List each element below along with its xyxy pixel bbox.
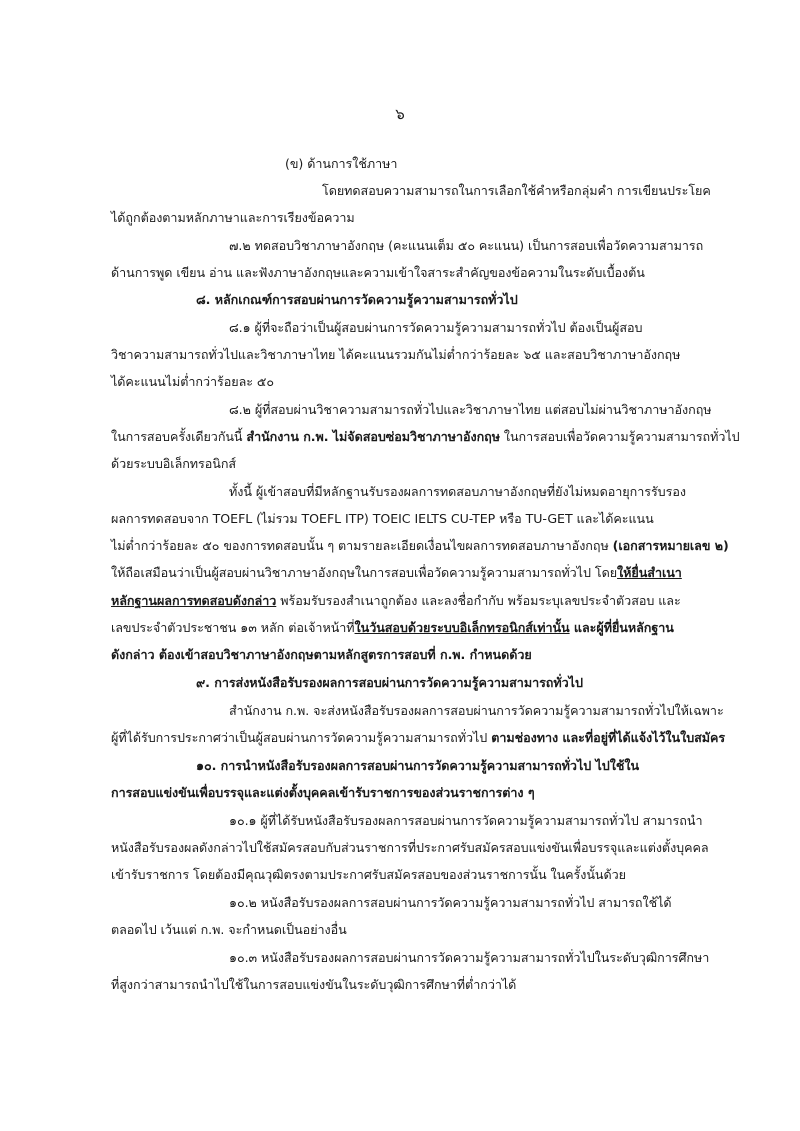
section-8-2-line-2c: ในการสอบเพื่อวัดความรู้ความสามารถทั่วไป <box>499 429 740 444</box>
section-khor-line-1: โดยทดสอบความสามารถในการเลือกใช้คำหรือกลุ่มคำ การเขียนประโยค <box>322 183 711 198</box>
section-khor-heading: (ข) ด้านการใช้ภาษา <box>285 156 398 171</box>
section-8-2-line-2a: ในการสอบครั้งเดียวกันนี้ <box>111 429 247 444</box>
section-8-note-line-5 <box>111 591 681 611</box>
section-8-note-line-1: ทั้งนี้ ผู้เข้าสอบที่มีหลักฐานรับรองผลการทดสอบภาษาอังกฤษที่ยังไม่หมดอายุการรับรอง <box>229 484 686 499</box>
delivery-channel-emphasis: ตามช่องทาง และที่อยู่ที่ได้แจ้งไว้ในใบสมัคร <box>491 730 726 745</box>
section-8-1-line-3: ได้คะแนนไม่ต่ำกว่าร้อยละ ๕๐ <box>111 374 275 389</box>
section-8-2-line-3: ด้วยระบบอิเล็กทรอนิกส์ <box>111 456 237 471</box>
document-number-ref: (เอกสารหมายเลข ๒) <box>612 538 729 553</box>
section-10-1-line-2: หนังสือรับรองผลดังกล่าวไปใช้สมัครสอบกับส่วนราชการที่ประกาศรับสมัครสอบแข่งขันเพื่อบรรจุและแต่งตั้งบุคคล <box>111 840 709 855</box>
section-10-heading-2: การสอบแข่งขันเพื่อบรรจุและแต่งตั้งบุคคลเข้ารับราชการของส่วนราชการต่าง ๆ <box>111 785 535 800</box>
section-10-heading-1: ๑๐. การนำหนังสือรับรองผลการสอบผ่านการวัดความรู้ความสามารถทั่วไป ไปใช้ใน <box>196 758 640 773</box>
section-10-3-line-1: ๑๐.๓ หนังสือรับรองผลการสอบผ่านการวัดความรู้ความสามารถทั่วไปในระดับวุฒิการศึกษา <box>229 950 710 965</box>
section-10-2-line-2: ตลอดไป เว้นแต่ ก.พ. จะกำหนดเป็นอย่างอื่น <box>111 922 347 937</box>
section-8-note-line-6a: เลขประจำตัวประชาชน ๑๓ หลัก ต่อเจ้าหน้าที่ <box>111 620 355 635</box>
section-7-2-line-1: ๗.๒ ทดสอบวิชาภาษาอังกฤษ (คะแนนเต็ม ๕๐ คะแนน) เป็นการสอบเพื่อวัดความสามารถ <box>229 238 704 253</box>
section-9-heading: ๙. การส่งหนังสือรับรองผลการสอบผ่านการวัดความรู้ความสามารถทั่วไป <box>196 675 583 690</box>
section-9-line-2 <box>111 728 725 748</box>
section-8-2-line-2 <box>111 427 740 447</box>
section-8-note-line-7: ดังกล่าว ต้องเข้าสอบวิชาภาษาอังกฤษตามหลักสูตรการสอบที่ ก.พ. กำหนดด้วย <box>111 647 532 662</box>
section-8-2-line-1: ๘.๒ ผู้ที่สอบผ่านวิชาความสามารถทั่วไปและวิชาภาษาไทย แต่สอบไม่ผ่านวิชาภาษาอังกฤษ <box>229 402 712 417</box>
section-10-3-line-2: ที่สูงกว่าสามารถนำไปใช้ในการสอบแข่งขันในระดับวุฒิการศึกษาที่ต่ำกว่าได้ <box>111 977 517 992</box>
section-8-1-line-1: ๘.๑ ผู้ที่จะถือว่าเป็นผู้สอบผ่านการวัดความรู้ความสามารถทั่วไป ต้องเป็นผู้สอบ <box>229 320 643 335</box>
section-7-2-line-2: ด้านการพูด เขียน อ่าน และฟังภาษาอังกฤษและความเข้าใจสาระสำคัญของข้อความในระดับเบื้องต้น <box>111 265 645 280</box>
section-9-line-1: สำนักงาน ก.พ. จะส่งหนังสือรับรองผลการสอบผ่านการวัดความรู้ความสามารถทั่วไปให้เฉพาะ <box>229 703 724 718</box>
section-8-note-line-2: ผลการทดสอบจาก TOEFL (ไม่รวม TOEFL ITP) TOEIC IELTS CU-TEP หรือ TU-GET และได้คะแนน <box>111 511 654 526</box>
section-8-note-line-6 <box>111 618 674 638</box>
section-8-note-line-4a: ให้ถือเสมือนว่าเป็นผู้สอบผ่านวิชาภาษาอังกฤษในการสอบเพื่อวัดความรู้ความสามารถทั่วไป โดย <box>111 565 618 580</box>
evidence-emphasis: หลักฐานผลการทดสอบดังกล่าว <box>111 593 277 608</box>
section-khor-line-2: ได้ถูกต้องตามหลักภาษาและการเรียงข้อความ <box>111 210 355 225</box>
section-10-2-line-1: ๑๐.๒ หนังสือรับรองผลการสอบผ่านการวัดความรู้ความสามารถทั่วไป สามารถใช้ได้ <box>229 895 672 910</box>
section-8-note-line-3 <box>111 536 729 556</box>
section-8-heading: ๘. หลักเกณฑ์การสอบผ่านการวัดความรู้ความสามารถทั่วไป <box>196 292 518 307</box>
page-number: ๖ <box>395 105 405 123</box>
section-10-1-line-3: เข้ารับราชการ โดยต้องมีคุณวุฒิตรงตามประกาศรับสมัครสอบของส่วนราชการนั้น ในครั้งนั้นด้วย <box>111 867 626 882</box>
section-8-1-line-2: วิชาความสามารถทั่วไปและวิชาภาษาไทย ได้คะแนนรวมกันไม่ต่ำกว่าร้อยละ ๖๕ และสอบวิชาภาษาอังกฤษ <box>111 347 681 362</box>
section-8-note-line-4 <box>111 563 682 583</box>
submit-copy-emphasis: ให้ยื่นสำเนา <box>617 565 682 580</box>
section-8-note-line-6c: และผู้ที่ยื่นหลักฐาน <box>569 620 674 635</box>
section-9-line-2a: ผู้ที่ได้รับการประกาศว่าเป็นผู้สอบผ่านการวัดความรู้ความสามารถทั่วไป <box>111 730 492 745</box>
section-10-1-line-1: ๑๐.๑ ผู้ที่ได้รับหนังสือรับรองผลการสอบผ่านการวัดความรู้ความสามารถทั่วไป สามารถนำ <box>229 813 703 828</box>
section-8-note-line-3a: ไม่ต่ำกว่าร้อยละ ๕๐ ของการทดสอบนั้น ๆ ตามรายละเอียดเงื่อนไขผลการทดสอบภาษาอังกฤษ <box>111 538 613 553</box>
no-makeup-exam-notice: สำนักงาน ก.พ. ไม่จัดสอบซ่อมวิชาภาษาอังกฤษ <box>246 429 500 444</box>
section-8-note-line-5b: พร้อมรับรองสำเนาถูกต้อง และลงชื่อกำกับ พร้อมระบุเลขประจำตัวสอบ และ <box>276 593 681 608</box>
exam-day-emphasis: ในวันสอบด้วยระบบอิเล็กทรอนิกส์เท่านั้น <box>354 620 570 635</box>
